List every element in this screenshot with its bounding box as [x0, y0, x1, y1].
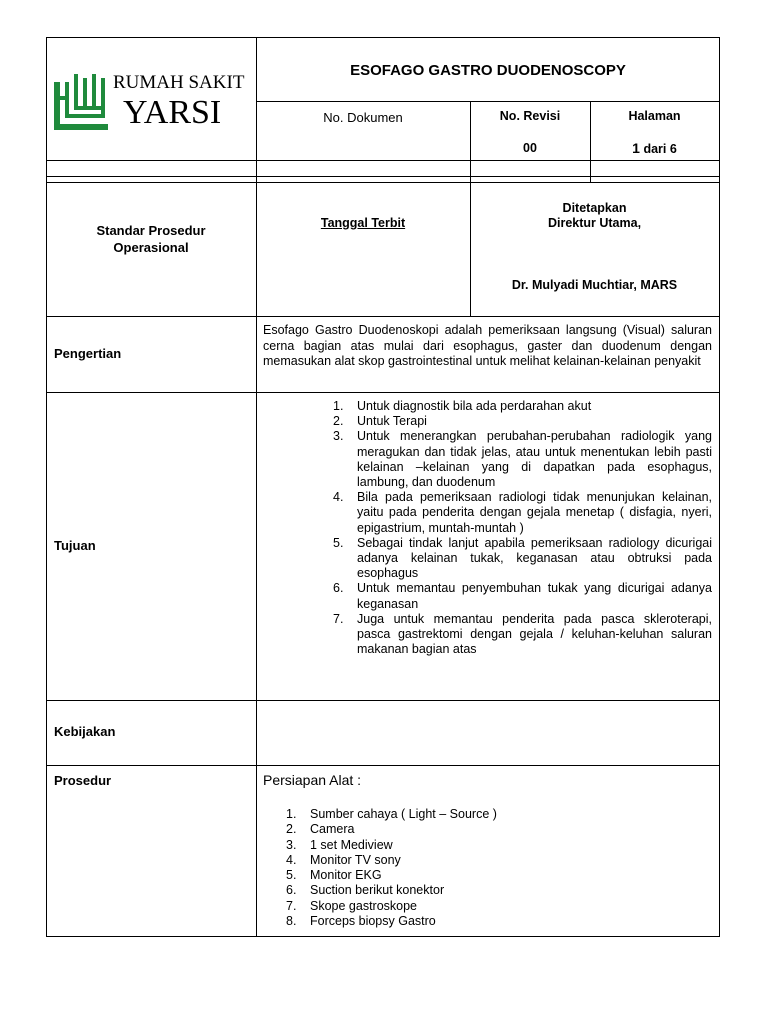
prosedur-label: Prosedur	[54, 773, 112, 788]
list-item-number: 7.	[333, 611, 344, 626]
list-item-text: Suction berikut konektor	[310, 883, 445, 898]
list-item-text: Forceps biopsy Gastro	[310, 914, 436, 929]
hospital-logo	[54, 72, 254, 132]
halaman-value	[590, 140, 719, 156]
list-item	[286, 883, 706, 898]
signatory-name: Dr. Mulyadi Muchtiar, MARS	[511, 278, 678, 292]
yarsi-logo-icon	[54, 72, 108, 130]
logo-text-line1: RUMAH SAKIT	[113, 72, 245, 93]
list-item-text: Bila pada pemeriksaan radiologi tidak menunjukan kelainan, yaitu pada penderita dengan gejala menetap ( disfagia, nyeri, epigastrium, muntah-muntah )	[357, 490, 712, 535]
no-revisi-label: No. Revisi	[499, 109, 561, 123]
list-item-number: 3.	[286, 837, 297, 852]
list-item-text: Sumber cahaya ( Light – Source )	[310, 807, 497, 821]
list-item-text: Camera	[310, 822, 355, 837]
sop-label-line2: Operasional	[113, 240, 189, 255]
list-item-text: Untuk menerangkan perubahan-perubahan radiologik yang meragukan dan tidak jelas, atau untuk menentukan lebih pasti kelainan –kelainan yang di dapatkan pada esophagus, lambung, dan duodenum	[357, 429, 712, 490]
list-item	[286, 899, 706, 914]
list-item	[333, 490, 712, 536]
pengertian-label: Pengertian	[54, 346, 122, 361]
list-item-number: 2.	[286, 822, 297, 837]
list-item	[286, 838, 706, 853]
list-item	[286, 807, 706, 822]
list-item-text: Skope gastroskope	[310, 898, 418, 913]
sop-label-line1: Standar Prosedur	[96, 223, 206, 238]
kebijakan-label: Kebijakan	[54, 724, 116, 739]
direktur-label: Direktur Utama,	[547, 216, 642, 230]
list-item	[286, 853, 706, 868]
list-item	[333, 536, 712, 582]
list-item-number: 4.	[333, 490, 344, 505]
sop-label	[46, 222, 256, 256]
list-item-number: 5.	[333, 535, 344, 550]
no-revisi-value: 00	[523, 141, 537, 155]
list-item-text: Untuk diagnostik bila ada perdarahan akut	[357, 399, 592, 413]
list-item-number: 2.	[333, 414, 344, 429]
list-item-number: 3.	[333, 429, 344, 444]
tujuan-label: Tujuan	[54, 538, 96, 553]
pengertian-text: Esofago Gastro Duodenoskopi adalah pemeriksaan langsung (Visual) saluran cerna bagian atas mulai dari esophagus, gaster dan duodenum dengan memasukan alat skop gastrointestinal untuk melihat kelainan-kelainan penyakit	[263, 323, 712, 368]
list-item-text: Untuk memantau penyembuhan tukak yang dicurigai adanya keganasan	[357, 581, 712, 611]
prosedur-list	[286, 807, 706, 929]
persiapan-alat-title: Persiapan Alat :	[263, 772, 362, 788]
tujuan-list	[333, 399, 712, 657]
list-item-number: 4.	[286, 852, 297, 867]
list-item-text: Monitor TV sony	[310, 852, 401, 867]
list-item	[286, 868, 706, 883]
tanggal-terbit: Tanggal Terbit	[320, 216, 406, 230]
list-item	[333, 414, 712, 429]
ditetapkan-label: Ditetapkan	[562, 201, 627, 215]
document-title: ESOFAGO GASTRO DUODENOSCOPY	[350, 62, 626, 79]
list-item-text: 1 set Mediview	[310, 837, 393, 852]
list-item-text: Juga untuk memantau penderita pada pasca skleroterapi, pasca gastrektomi dengan gejala / keluhan-keluhan saluran makanan bagian atas	[357, 611, 712, 657]
list-item-number: 6.	[333, 581, 344, 596]
list-item-number: 6.	[286, 883, 297, 898]
list-item-text: Monitor EKG	[310, 868, 382, 883]
list-item	[333, 612, 712, 658]
list-item	[333, 399, 712, 414]
list-item-number: 5.	[286, 868, 297, 883]
no-dokumen-label: No. Dokumen	[323, 110, 403, 125]
ditetapkan-block	[470, 201, 719, 231]
list-item-text: Untuk Terapi	[357, 414, 427, 429]
list-item-number: 1.	[333, 399, 344, 413]
logo-text-line2: YARSI	[123, 94, 222, 131]
halaman-label: Halaman	[628, 109, 681, 123]
list-item-number: 1.	[286, 807, 297, 821]
list-item	[286, 914, 706, 929]
list-item-text: Sebagai tindak lanjut apabila pemeriksaan radiology dicurigai adanya kelainan tukak, keganasan atau obtruksi pada esophagus	[357, 535, 712, 581]
list-item	[286, 822, 706, 837]
halaman-number: 1	[632, 140, 640, 156]
halaman-total: dari 6	[643, 142, 677, 156]
list-item	[333, 581, 712, 611]
list-item-number: 7.	[286, 898, 297, 913]
list-item	[333, 429, 712, 490]
list-item-number: 8.	[286, 914, 297, 929]
